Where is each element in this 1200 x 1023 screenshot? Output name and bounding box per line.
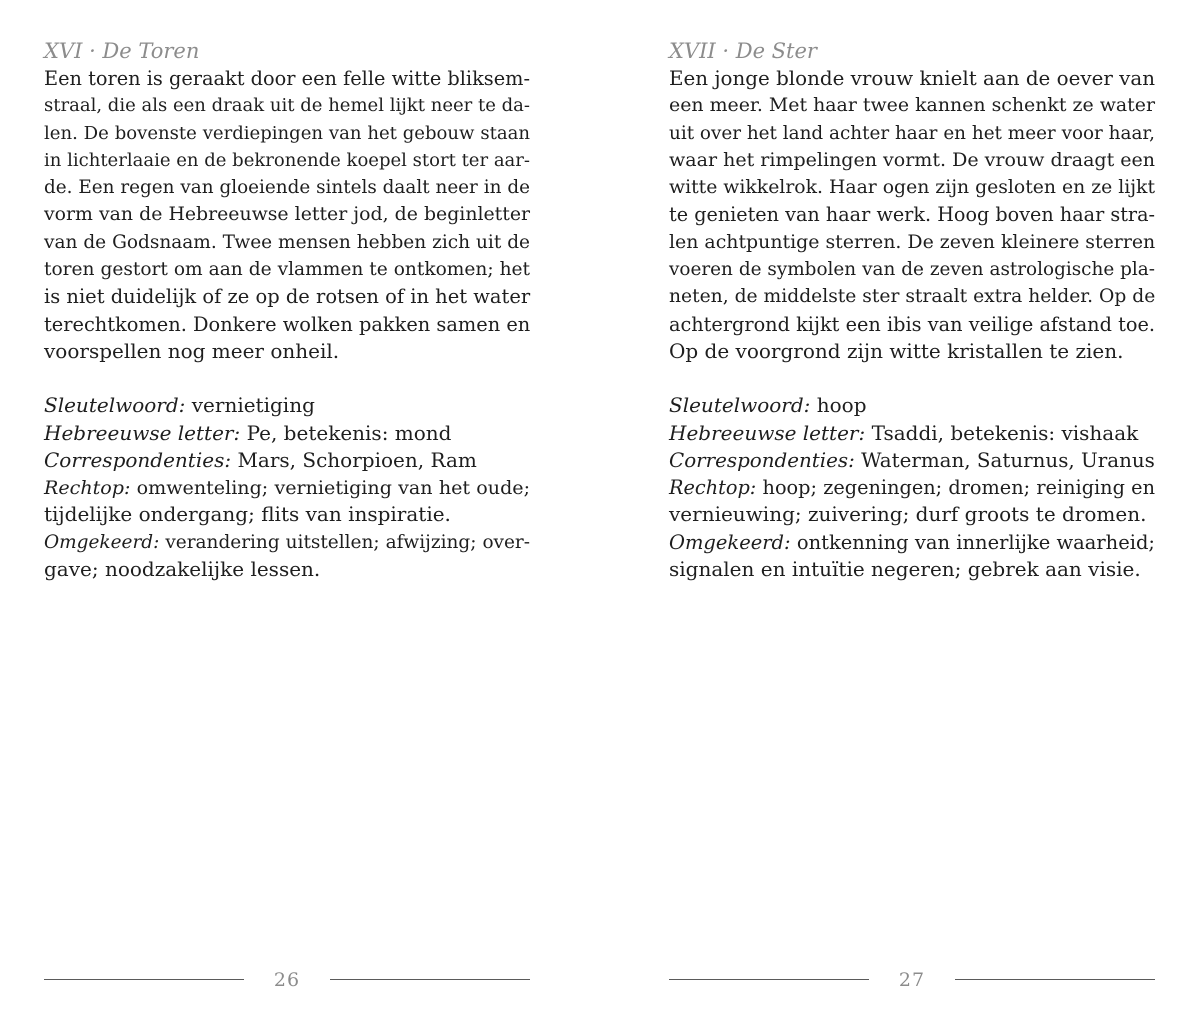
description-line: straal, die als een draak uit de hemel lijkt neer te da- <box>44 95 530 117</box>
correspondences-row <box>44 447 530 474</box>
card-meta <box>44 392 530 583</box>
upright-row-cont: vernieuwing; zuivering; durf groots te dromen. <box>669 502 1147 527</box>
description-line: achtergrond kijkt een ibis van veilige afstand toe. <box>669 312 1155 336</box>
hebrew-letter-label: Hebreeuwse letter: <box>44 420 241 445</box>
reversed-value: verandering uitstellen; afwijzing; over- <box>159 531 530 553</box>
keyword-label: Sleutelwoord: <box>669 393 811 418</box>
hebrew-letter-value: Tsaddi, betekenis: vishaak <box>865 420 1139 445</box>
upright-row <box>44 474 530 501</box>
card-heading: XVII · De Ster <box>669 39 817 63</box>
card-description <box>669 65 1155 365</box>
upright-row-cont: tijdelijke ondergang; flits van inspiratie. <box>44 502 451 527</box>
description-line: voorspellen nog meer onheil. <box>44 338 340 363</box>
description-line: toren gestort om aan de vlammen te ontkomen; het <box>44 259 530 281</box>
page-number: 27 <box>898 969 926 991</box>
card-meta <box>669 392 1155 583</box>
upright-label: Rechtop: <box>669 476 757 500</box>
description-line: vorm van de Hebreeuwse letter jod, de beginletter <box>44 203 530 226</box>
reversed-value: ontkenning van innerlijke waarheid; <box>790 530 1155 554</box>
keyword-value: hoop <box>810 393 867 418</box>
description-line: len achtpuntige sterren. De zeven kleinere sterren <box>669 230 1156 253</box>
hebrew-letter-row <box>669 420 1155 447</box>
left-page-footer <box>44 968 530 992</box>
hebrew-letter-value: Pe, betekenis: mond <box>240 420 452 445</box>
description-line: Een jonge blonde vrouw knielt aan de oever van <box>669 67 1155 90</box>
reversed-row-cont: signalen en intuïtie negeren; gebrek aan visie. <box>669 557 1141 582</box>
reversed-label: Omgekeerd: <box>44 531 160 553</box>
reversed-label: Omgekeerd: <box>669 530 791 554</box>
description-line: neten, de middelste ster straalt extra helder. Op de <box>669 286 1156 308</box>
description-line: Op de voorgrond zijn witte kristallen te zien. <box>669 338 1124 363</box>
footer-rule <box>955 979 1155 980</box>
description-line: is niet duidelijk of ze op de rotsen of in het water <box>44 285 531 309</box>
correspondences-value: Waterman, Saturnus, Uranus <box>854 448 1155 472</box>
keyword-label: Sleutelwoord: <box>44 393 186 418</box>
description-line: voeren de symbolen van de zeven astrologische pla- <box>669 259 1155 281</box>
correspondences-label: Correspondenties: <box>669 448 855 472</box>
reversed-row-cont: gave; noodzakelijke lessen. <box>44 557 321 582</box>
footer-rule <box>330 979 530 980</box>
keyword-value: vernietiging <box>185 393 315 418</box>
description-line: een meer. Met haar twee kannen schenkt ze water <box>669 94 1155 117</box>
left-page <box>44 38 530 583</box>
correspondences-label: Correspondenties: <box>44 447 232 472</box>
description-line: de. Een regen van gloeiende sintels daalt neer in de <box>44 177 530 199</box>
description-line: uit over het land achter haar en het meer voor haar, <box>669 122 1155 144</box>
upright-value: hoop; zegeningen; dromen; reiniging en <box>756 476 1155 500</box>
page-number: 26 <box>273 969 301 991</box>
correspondences-row <box>669 447 1155 474</box>
reversed-row <box>669 529 1155 556</box>
hebrew-letter-label: Hebreeuwse letter: <box>669 420 866 445</box>
right-page <box>669 38 1155 583</box>
hebrew-letter-row <box>44 420 530 447</box>
description-line: witte wikkelrok. Haar ogen zijn gesloten en ze lijkt <box>669 177 1156 199</box>
card-heading: XVI · De Toren <box>44 39 200 63</box>
keyword-row <box>44 392 530 419</box>
description-line: terechtkomen. Donkere wolken pakken samen en <box>44 312 531 336</box>
description-line: waar het rimpelingen vormt. De vrouw draagt een <box>669 148 1156 171</box>
card-description <box>44 65 530 365</box>
description-line: in lichterlaaie en de bekronende koepel stort ter aar- <box>44 149 530 171</box>
description-line: Een toren is geraakt door een felle witte bliksem- <box>44 67 530 90</box>
right-page-footer <box>669 968 1155 992</box>
upright-row <box>669 474 1155 501</box>
upright-label: Rechtop: <box>44 476 131 500</box>
description-line: len. De bovenste verdiepingen van het gebouw staan <box>44 122 530 144</box>
description-line: te genieten van haar werk. Hoog boven haar stra- <box>669 203 1155 227</box>
description-line: van de Godsnaam. Twee mensen hebben zich uit de <box>44 231 530 253</box>
keyword-row <box>669 392 1155 419</box>
correspondences-value: Mars, Schorpioen, Ram <box>231 447 477 472</box>
reversed-row <box>44 529 530 556</box>
upright-value: omwenteling; vernietiging van het oude; <box>130 476 530 500</box>
